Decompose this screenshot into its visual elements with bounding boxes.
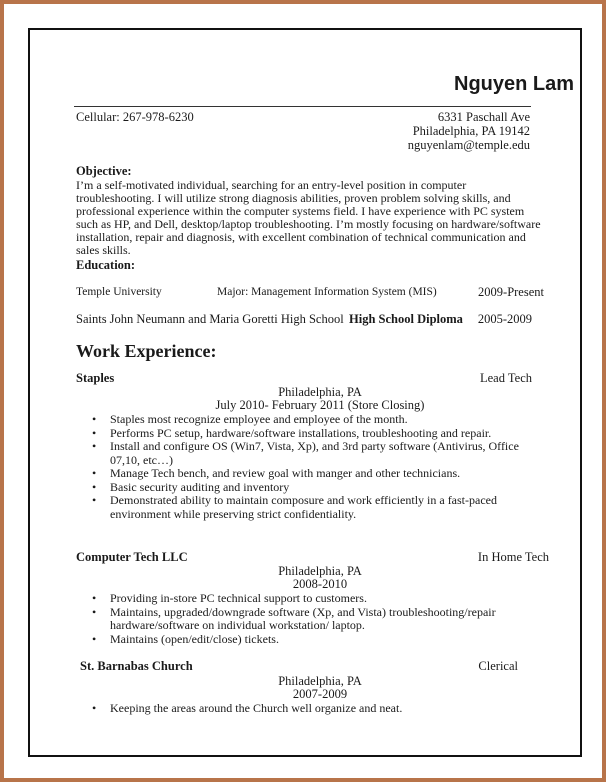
job-duties-list (84, 702, 544, 716)
duty-item: • Demonstrated ability to maintain composure and work efficiently in a fast-paced environment while preserving strict confidentiality. (84, 494, 550, 521)
education-years: 2009-Present (478, 285, 544, 299)
job-employer: St. Barnabas Church (80, 659, 193, 673)
duty-item: • Keeping the areas around the Church well organize and neat. (84, 702, 544, 716)
education-heading: Education: (76, 258, 136, 272)
email-address: nguyenlam@temple.edu (407, 138, 530, 152)
address-line-1: 6331 Paschall Ave (437, 110, 530, 124)
education-school: Temple University (76, 286, 162, 298)
duty-item: • Maintains, upgraded/downgrade software (Xp, and Vista) troubleshooting/repair hardware/software on individual workstation/ laptop. (84, 606, 524, 633)
job-dates: 2007-2009 (292, 687, 348, 701)
cellular-phone: Cellular: 267-978-6230 (76, 110, 194, 124)
job-dates: July 2010- February 2011 (Store Closing) (215, 398, 425, 412)
duty-item: • Install and configure OS (Win7, Vista, Xp), and 3rd party software (Antivirus, Office 07,10, etc…) (84, 440, 550, 467)
job-title: In Home Tech (477, 550, 549, 564)
job-title: Lead Tech (480, 371, 532, 385)
duty-item: • Providing in-store PC technical support to customers. (84, 592, 524, 606)
job-title: Clerical (478, 659, 518, 673)
job-location: Philadelphia, PA (278, 385, 362, 399)
duty-item: • Maintains (open/edit/close) tickets. (84, 633, 524, 647)
education-detail: High School Diploma (349, 312, 463, 326)
education-years: 2005-2009 (477, 312, 532, 326)
objective-heading: Objective: (76, 164, 132, 178)
header-divider (74, 106, 531, 107)
duty-item: • Manage Tech bench, and review goal with manger and other technicians. (84, 467, 550, 481)
job-employer: Computer Tech LLC (76, 550, 188, 564)
duty-item: • Staples most recognize employee and employee of the month. (84, 413, 550, 427)
job-location: Philadelphia, PA (278, 674, 362, 688)
candidate-name: Nguyen Lam (454, 73, 575, 95)
education-detail: Major: Management Information System (MIS) (217, 286, 437, 298)
job-duties-list (84, 592, 524, 646)
job-dates: 2008-2010 (292, 577, 348, 591)
work-experience-heading: Work Experience: (76, 341, 217, 361)
duty-item: • Basic security auditing and inventory (84, 481, 550, 495)
education-school: Saints John Neumann and Maria Goretti High School (76, 312, 344, 326)
address-line-2: Philadelphia, PA 19142 (412, 124, 530, 138)
job-duties-list (84, 413, 550, 521)
job-employer: Staples (76, 371, 115, 385)
job-location: Philadelphia, PA (278, 564, 362, 578)
objective-text: I’m a self-motivated individual, searching for an entry-level position in computer troubleshooting. I will utilize strong diagnosis abilities, proven problem solving skills, and professional experience within the computer systems field. I have experience with PC system such as HP, and Dell, desktop/laptop troubleshooting. I’m mostly focusing on hardware/software installation, repair and diagnosis, with excellent combination of technical communication and sales skills. (76, 178, 541, 257)
duty-item: • Performs PC setup, hardware/software installations, troubleshooting and repair. (84, 427, 550, 441)
